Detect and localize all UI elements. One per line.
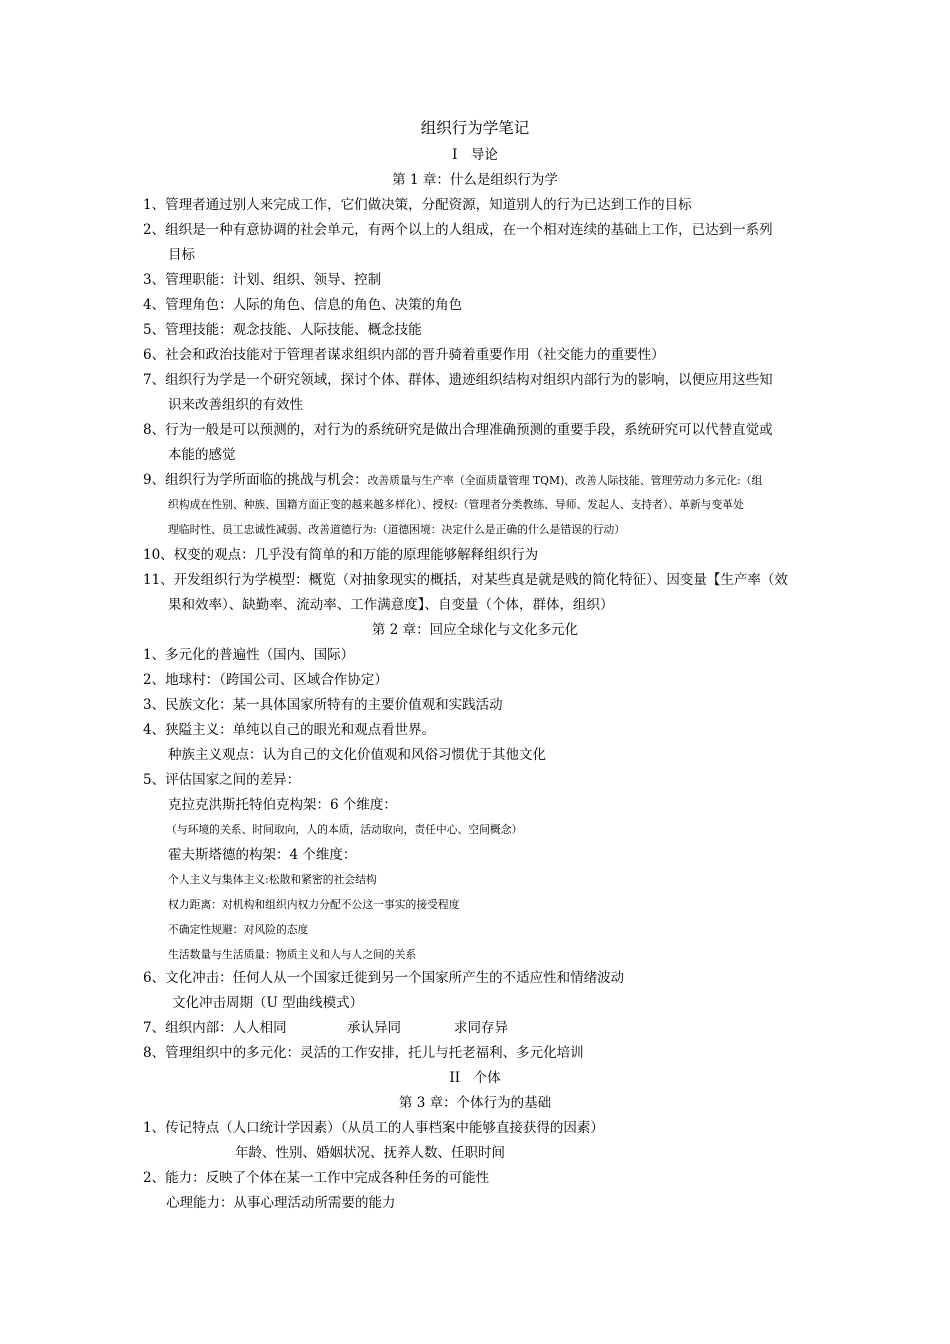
paragraph: 8、行为一般是可以预测的，对行为的系统研究是做出合理准确预测的重要手段，系统研究可以代替直觉或 bbox=[143, 422, 773, 438]
sub-item-small: 生活数量与生活质量：物质主义和人与人之间的关系 bbox=[168, 948, 417, 961]
paragraph: 6、社会和政治技能对于管理者谋求组织内部的晋升骑着重要作用（社交能力的重要性） bbox=[143, 347, 665, 363]
paragraph: 5、评估国家之间的差异： bbox=[143, 772, 301, 788]
paragraph: 5、管理技能：观念技能、人际技能、概念技能 bbox=[143, 322, 422, 338]
paragraph: 1、管理者通过别人来完成工作，它们做决策，分配资源，知道别人的行为已达到工作的目标 bbox=[143, 197, 692, 213]
paragraph-continued: 目标 bbox=[168, 247, 195, 263]
paragraph: 3、民族文化：某一具体国家所特有的主要价值观和实践活动 bbox=[143, 697, 503, 713]
paragraph-continued: 种族主义观点：认为自己的文化价值观和风俗习惯优于其他文化 bbox=[168, 747, 546, 763]
paragraph-continued: 理临时性、员工忠诚性减弱、改善道德行为:（道德困境：决定什么是正确的什么是错误的行动） bbox=[168, 523, 626, 536]
paragraph-small: 改善质量与生产率（全面质量管理 TQM)、改善人际技能、管理劳动力多元化:（组 bbox=[367, 474, 763, 487]
paragraph-continued: 本能的感觉 bbox=[168, 447, 236, 463]
paragraph-continued: 识来改善组织的有效性 bbox=[168, 397, 303, 413]
paragraph-part: 7、组织内部：人人相同 bbox=[143, 1020, 287, 1036]
part-heading: I 导论 bbox=[452, 147, 498, 163]
paragraph: 2、地球村：（跨国公司、区域合作协定） bbox=[143, 672, 388, 688]
paragraph: 11、开发组织行为学模型：概览（对抽象现实的概括，对某些真是就是贱的简化特征）、因变量【生产率（效 bbox=[143, 572, 788, 588]
paragraph: 4、狭隘主义：单纯以自己的眼光和观点看世界。 bbox=[143, 722, 436, 738]
paragraph-continued: 年龄、性别、婚姻状况、抚养人数、任职时间 bbox=[235, 1145, 505, 1161]
paragraph-part: 承认异同 bbox=[347, 1020, 401, 1036]
paragraph-continued: 心理能力：从事心理活动所需要的能力 bbox=[166, 1195, 396, 1211]
paragraph: 4、管理角色：人际的角色、信息的角色、决策的角色 bbox=[143, 297, 463, 313]
paragraph-continued: 果和效率）、缺勤率、流动率、工作满意度】、自变量（个体，群体，组织） bbox=[168, 597, 614, 613]
paragraph-continued: 织构成在性别、种族、国籍方面正变的越来越多样化）、授权:（管理者分类教练、导师、发起人、支持者）、革新与变革处 bbox=[168, 498, 744, 511]
chapter-heading: 第 1 章：什么是组织行为学 bbox=[392, 172, 558, 188]
paragraph: 10、权变的观点：几乎没有简单的和万能的原理能够解释组织行为 bbox=[143, 547, 539, 563]
chapter-heading: 第 2 章：回应全球化与文化多元化 bbox=[371, 622, 579, 638]
paragraph: 1、多元化的普遍性（国内、国际） bbox=[143, 647, 355, 663]
paragraph-lead: 9、组织行为学所面临的挑战与机会： bbox=[143, 472, 368, 488]
paragraph: 3、管理职能：计划、组织、领导、控制 bbox=[143, 272, 382, 288]
paragraph: 2、组织是一种有意协调的社会单元，有两个以上的人组成，在一个相对连续的基础上工作，已达到一系列 bbox=[143, 222, 773, 238]
paragraph: 6、文化冲击：任何人从一个国家迁徙到另一个国家所产生的不适应性和情绪波动 bbox=[143, 970, 625, 986]
part-heading: II 个体 bbox=[449, 1070, 501, 1086]
document-title: 组织行为学笔记 bbox=[420, 119, 530, 137]
paragraph: 1、传记特点（人口统计学因素）（从员工的人事档案中能够直接获得的因素） bbox=[143, 1120, 604, 1136]
sub-item: 霍夫斯塔德的构架：4 个维度： bbox=[168, 847, 357, 863]
sub-item: 克拉克洪斯托特伯克构架：6 个维度： bbox=[168, 797, 397, 813]
paragraph bbox=[143, 470, 762, 491]
sub-item-small: 权力距离：对机构和组织内权力分配不公这一事实的接受程度 bbox=[168, 898, 460, 911]
sub-item-small: 个人主义与集体主义:松散和紧密的社会结构 bbox=[168, 873, 377, 886]
sub-item-small: 不确定性规避：对风险的态度 bbox=[168, 923, 309, 936]
sub-item-small: （与环境的关系、时间取向，人的本质，活动取向，责任中心、空间概念） bbox=[166, 823, 523, 836]
paragraph bbox=[143, 1018, 287, 1038]
paragraph: 2、能力：反映了个体在某一工作中完成各种任务的可能性 bbox=[143, 1170, 490, 1186]
paragraph-part: 求同存异 bbox=[454, 1020, 508, 1036]
chapter-heading: 第 3 章：个体行为的基础 bbox=[398, 1095, 552, 1111]
paragraph-continued: 文化冲击周期（U 型曲线模式） bbox=[172, 995, 364, 1011]
paragraph: 8、管理组织中的多元化：灵活的工作安排，托儿与托老福利、多元化培训 bbox=[143, 1045, 584, 1061]
paragraph: 7、组织行为学是一个研究领域，探讨个体、群体、遗迹组织结构对组织内部行为的影响，以便应用这些知 bbox=[143, 372, 773, 388]
